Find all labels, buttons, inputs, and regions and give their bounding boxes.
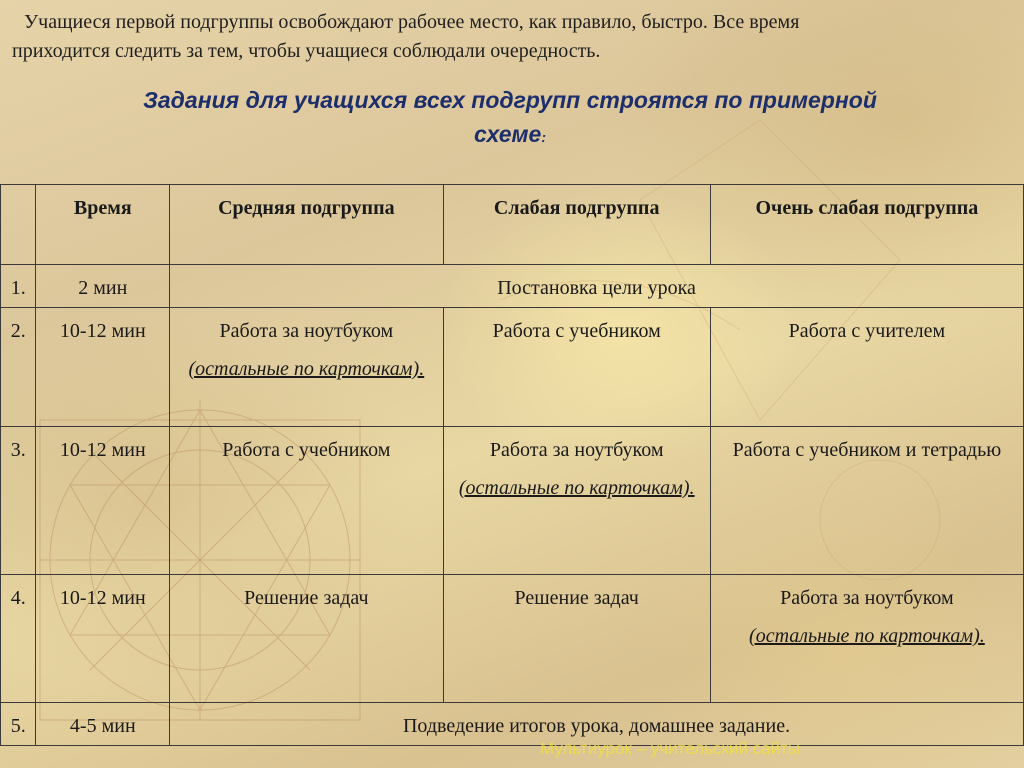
task-text: Работа за ноутбуком bbox=[489, 439, 664, 461]
task-note: (остальные по карточкам). bbox=[458, 477, 695, 499]
intro-line-1: Учащиеся первой подгруппы освобождают рабочее место, как правило, быстро. Все время bbox=[24, 11, 800, 33]
heading-line-2: схеме bbox=[474, 121, 542, 147]
row-very-weak-task: Работа с учителем bbox=[710, 308, 1023, 427]
header-number bbox=[1, 185, 36, 265]
table-row bbox=[1, 427, 1024, 575]
site-watermark: Мультиурок – учительский сайты bbox=[540, 739, 800, 758]
table-row bbox=[1, 575, 1024, 703]
row-weak-task: Работа с учебником bbox=[443, 308, 710, 427]
header-time: Время bbox=[36, 185, 170, 265]
row-middle-task: Работа с учебником bbox=[170, 427, 443, 575]
section-heading bbox=[30, 83, 990, 154]
intro-text bbox=[12, 8, 1017, 66]
row-very-weak-task: Работа с учебником и тетрадью bbox=[710, 427, 1023, 575]
row-number: 5. bbox=[1, 703, 36, 746]
row-weak-task bbox=[443, 427, 710, 575]
task-note: (остальные по карточкам). bbox=[749, 625, 985, 647]
task-text: Работа за ноутбуком bbox=[219, 320, 394, 342]
table-row bbox=[1, 703, 1024, 746]
row-number: 2. bbox=[1, 308, 36, 427]
row-time: 10-12 мин bbox=[36, 575, 170, 703]
row-time: 10-12 мин bbox=[36, 427, 170, 575]
row-merged-task: Постановка цели урока bbox=[170, 265, 1024, 308]
table-header-row bbox=[1, 185, 1024, 265]
row-very-weak-task bbox=[710, 575, 1023, 703]
task-note: (остальные по карточкам). bbox=[188, 358, 425, 380]
row-number: 4. bbox=[1, 575, 36, 703]
table-row bbox=[1, 308, 1024, 427]
heading-colon: : bbox=[541, 129, 546, 145]
heading-line-1: Задания для учащихся всех подгрупп строятся по примерной bbox=[143, 87, 877, 113]
row-middle-task: Решение задач bbox=[170, 575, 443, 703]
intro-line-2: приходится следить за тем, чтобы учащиеся соблюдали очередность. bbox=[12, 40, 601, 62]
task-text: Работа за ноутбуком bbox=[780, 587, 954, 609]
row-number: 3. bbox=[1, 427, 36, 575]
header-weak-subgroup: Слабая подгруппа bbox=[443, 185, 710, 265]
subgroup-schedule-table bbox=[0, 184, 1024, 746]
row-time: 10-12 мин bbox=[36, 308, 170, 427]
row-time: 4-5 мин bbox=[36, 703, 170, 746]
header-very-weak-subgroup: Очень слабая подгруппа bbox=[710, 185, 1023, 265]
row-number: 1. bbox=[1, 265, 36, 308]
header-middle-subgroup: Средняя подгруппа bbox=[170, 185, 443, 265]
table-row bbox=[1, 265, 1024, 308]
row-middle-task bbox=[170, 308, 443, 427]
row-merged-task: Подведение итогов урока, домашнее задание. bbox=[170, 703, 1024, 746]
row-weak-task: Решение задач bbox=[443, 575, 710, 703]
row-time: 2 мин bbox=[36, 265, 170, 308]
